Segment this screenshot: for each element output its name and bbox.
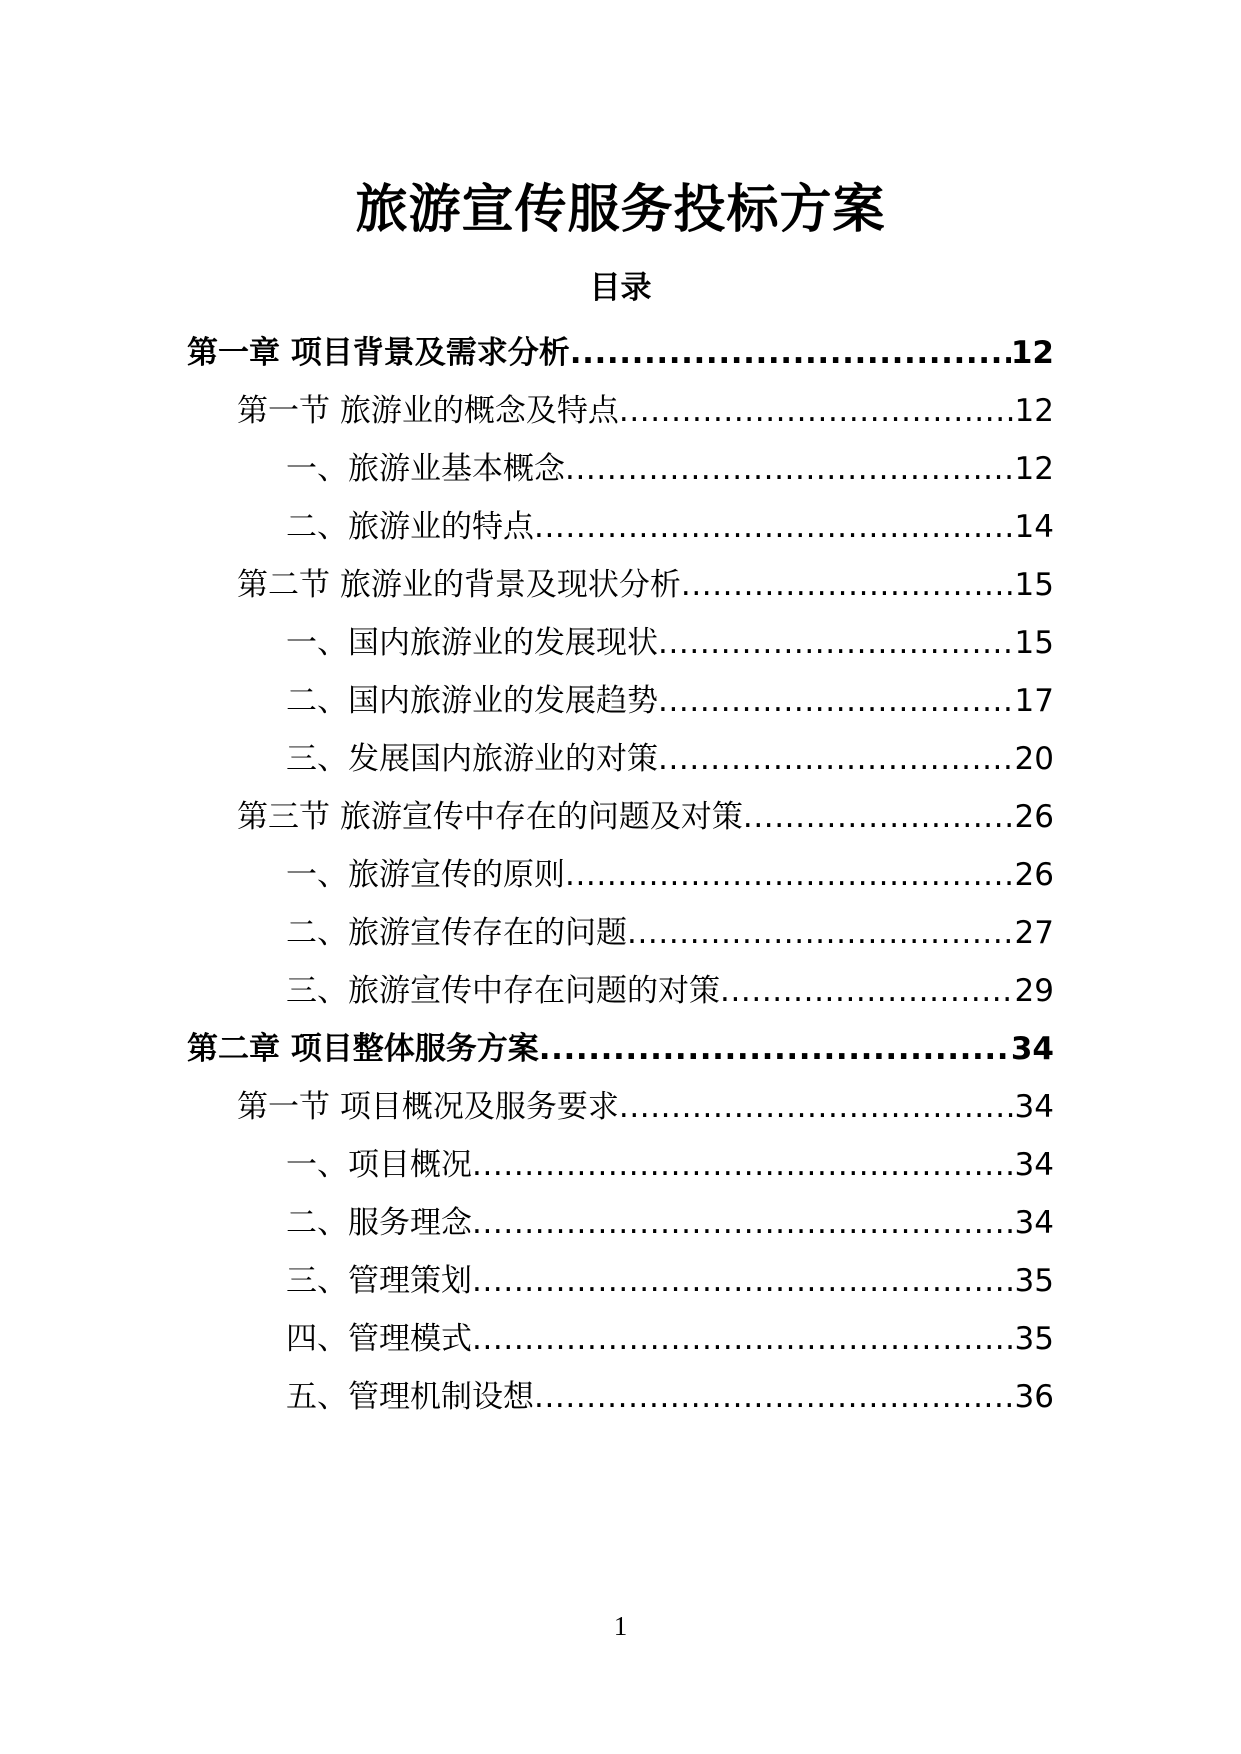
toc-entry-page: 34 xyxy=(1014,1147,1054,1183)
toc-entry-page: 34 xyxy=(1014,1205,1054,1241)
toc-dot-leader xyxy=(565,447,1015,491)
toc-heading: 目录 xyxy=(589,270,652,306)
toc-entry-section[interactable] xyxy=(237,559,1054,607)
page-number: 1 xyxy=(613,1611,628,1641)
toc-entry-page: 27 xyxy=(1014,915,1054,951)
toc-entry-subsection[interactable] xyxy=(286,965,1054,1013)
toc-entry-chapter-1[interactable] xyxy=(187,327,1054,375)
toc-dot-leader xyxy=(627,911,1015,955)
toc-entry-text: 三、旅游宣传中存在问题的对策 xyxy=(286,973,720,1009)
toc-entry-subsection[interactable] xyxy=(286,1255,1054,1303)
toc-entry-text: 三、发展国内旅游业的对策 xyxy=(286,741,658,777)
toc-entry-text: 第一节 旅游业的概念及特点 xyxy=(237,393,619,429)
toc-entry-subsection[interactable] xyxy=(286,733,1054,781)
toc-entry-subsection[interactable] xyxy=(286,675,1054,723)
toc-entry-page: 26 xyxy=(1014,799,1054,835)
toc-entry-text: 四、管理模式 xyxy=(286,1321,472,1357)
toc-entry-text: 二、旅游业的特点 xyxy=(286,509,534,545)
toc-entry-page: 35 xyxy=(1014,1263,1054,1299)
toc-entry-page: 36 xyxy=(1014,1379,1054,1415)
toc-dot-leader xyxy=(534,1375,1015,1419)
toc-entry-text: 第一章 项目背景及需求分析 xyxy=(187,335,570,371)
toc-entry-subsection[interactable] xyxy=(286,849,1054,897)
toc-entry-section[interactable] xyxy=(237,385,1054,433)
toc-entry-text: 二、服务理念 xyxy=(286,1205,472,1241)
toc-entry-page: 29 xyxy=(1014,973,1054,1009)
toc-dot-leader xyxy=(565,853,1015,897)
toc-dot-leader xyxy=(619,389,1015,433)
toc-entry-page: 12 xyxy=(1014,451,1054,487)
toc-entry-subsection[interactable] xyxy=(286,1313,1054,1361)
toc-entry-text: 一、项目概况 xyxy=(286,1147,472,1183)
toc-dot-leader xyxy=(472,1259,1015,1303)
toc-entry-text: 第二节 旅游业的背景及现状分析 xyxy=(237,567,681,603)
toc-entry-subsection[interactable] xyxy=(286,907,1054,955)
toc-entry-text: 第二章 项目整体服务方案 xyxy=(187,1031,539,1067)
toc-entry-text: 二、旅游宣传存在的问题 xyxy=(286,915,627,951)
toc-entry-page: 26 xyxy=(1014,857,1054,893)
toc-dot-leader xyxy=(619,1085,1015,1129)
toc-entry-page: 14 xyxy=(1014,509,1054,545)
toc-dot-leader xyxy=(539,1027,1011,1071)
toc-entry-chapter-2[interactable] xyxy=(187,1023,1054,1071)
toc-entry-text: 第三节 旅游宣传中存在的问题及对策 xyxy=(237,799,743,835)
toc-entry-page: 15 xyxy=(1014,625,1054,661)
toc-entry-text: 二、国内旅游业的发展趋势 xyxy=(286,683,658,719)
toc-entry-text: 一、国内旅游业的发展现状 xyxy=(286,625,658,661)
toc-entry-page: 15 xyxy=(1014,567,1054,603)
toc-dot-leader xyxy=(570,331,1011,375)
toc-entry-section[interactable] xyxy=(237,1081,1054,1129)
toc-entry-page: 35 xyxy=(1014,1321,1054,1357)
toc-entry-text: 三、管理策划 xyxy=(286,1263,472,1299)
toc-dot-leader xyxy=(720,969,1015,1013)
toc-dot-leader xyxy=(658,737,1015,781)
toc-dot-leader xyxy=(743,795,1015,839)
toc-entry-page: 12 xyxy=(1014,393,1054,429)
toc-dot-leader xyxy=(472,1317,1015,1361)
toc-dot-leader xyxy=(472,1201,1015,1245)
document-title: 旅游宣传服务投标方案 xyxy=(355,180,886,240)
toc-entry-subsection[interactable] xyxy=(286,1197,1054,1245)
toc-entry-subsection[interactable] xyxy=(286,501,1054,549)
toc-entry-page: 34 xyxy=(1010,1031,1054,1067)
toc-entry-page: 34 xyxy=(1014,1089,1054,1125)
toc-dot-leader xyxy=(658,679,1015,723)
toc-dot-leader xyxy=(472,1143,1015,1187)
toc-entry-text: 一、旅游宣传的原则 xyxy=(286,857,565,893)
toc-entry-text: 第一节 项目概况及服务要求 xyxy=(237,1089,619,1125)
toc-entry-text: 五、管理机制设想 xyxy=(286,1379,534,1415)
toc-entry-subsection[interactable] xyxy=(286,443,1054,491)
toc-dot-leader xyxy=(534,505,1015,549)
toc-entry-subsection[interactable] xyxy=(286,617,1054,665)
toc-entry-section[interactable] xyxy=(237,791,1054,839)
toc-dot-leader xyxy=(681,563,1015,607)
toc-entry-page: 20 xyxy=(1014,741,1054,777)
toc-dot-leader xyxy=(658,621,1015,665)
toc-entry-page: 17 xyxy=(1014,683,1054,719)
toc-entry-text: 一、旅游业基本概念 xyxy=(286,451,565,487)
toc-entry-page: 12 xyxy=(1010,335,1054,371)
toc-entry-subsection[interactable] xyxy=(286,1139,1054,1187)
toc-entry-subsection[interactable] xyxy=(286,1371,1054,1419)
